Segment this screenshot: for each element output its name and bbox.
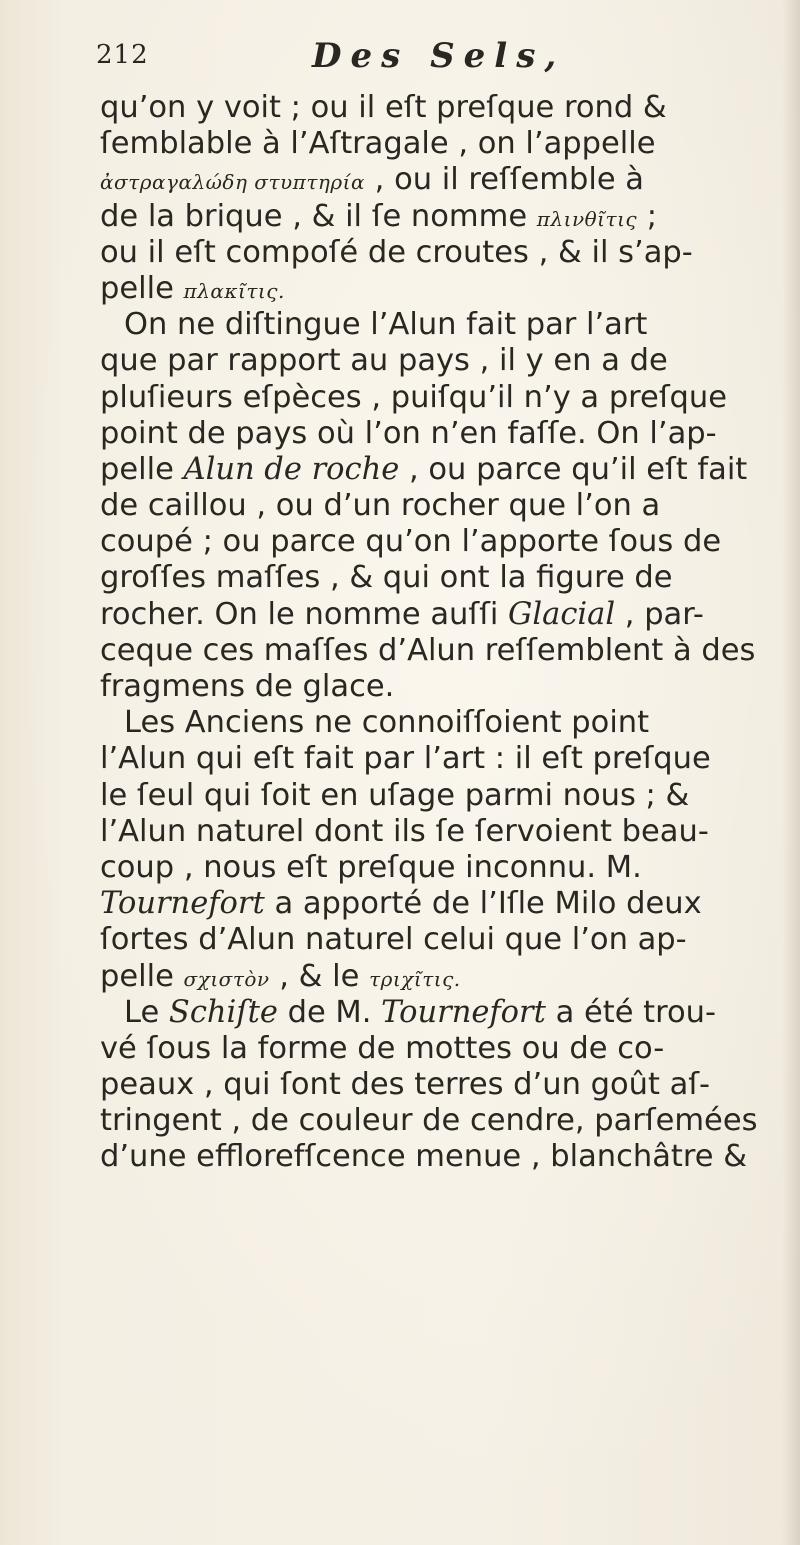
text-line xyxy=(100,1103,790,1139)
text-line xyxy=(100,162,790,198)
running-title: Des Sels, xyxy=(312,36,566,76)
italic-term: Tournefort xyxy=(381,994,546,1030)
text-segment: Les Anciens ne connoiſſoient point xyxy=(124,705,650,741)
text-line xyxy=(100,814,790,850)
text-segment: pelle xyxy=(100,958,184,994)
text-segment: , ou il reſſemble à xyxy=(364,162,644,198)
text-segment: ceque ces maſſes d’Alun reſſemblent à des xyxy=(100,632,756,668)
text-segment: coup , nous eſt preſque inconnu. M. xyxy=(100,849,642,885)
text-line xyxy=(100,90,790,126)
greek-term: ἀστραγαλώδη στυπτηρία xyxy=(100,170,365,195)
greek-term: πλακῖτις. xyxy=(183,278,285,303)
text-segment: peaux , qui ſont des terres d’un goût aſ- xyxy=(100,1067,711,1103)
italic-term: Tournefort xyxy=(100,886,265,922)
text-segment: , & le xyxy=(269,958,370,994)
italic-term: Glacial xyxy=(508,596,616,632)
text-line xyxy=(100,1067,790,1103)
text-segment: On ne diſtingue l’Alun fait par l’art xyxy=(124,307,648,343)
greek-term: σχιστὸν xyxy=(183,966,270,991)
text-line xyxy=(100,850,790,886)
text-segment: pelle xyxy=(100,451,184,487)
text-segment: ſortes d’Alun naturel celui que l’on ap- xyxy=(100,922,687,958)
text-segment: de M. xyxy=(277,994,382,1030)
text-segment: de la brique , & il ſe nomme xyxy=(100,198,537,234)
text-line xyxy=(100,705,790,741)
text-segment: qu’on y voit ; ou il eſt preſque rond & xyxy=(100,90,667,125)
text-segment: ; xyxy=(637,198,658,234)
greek-term: πλινθῖτις xyxy=(536,206,638,231)
text-line xyxy=(100,669,790,705)
text-segment: de caillou , ou d’un rocher que l’on a xyxy=(100,488,661,524)
text-line xyxy=(100,959,790,995)
text-segment: point de pays où l’on n’en faſſe. On l’ap- xyxy=(100,415,717,451)
text-line xyxy=(100,380,790,416)
body-text xyxy=(100,90,790,1176)
text-line xyxy=(100,741,790,777)
text-line xyxy=(100,597,790,633)
text-segment: que par rapport au pays , il y en a de xyxy=(100,343,668,379)
text-segment: fragmens de glace. xyxy=(100,669,395,704)
text-segment: Le xyxy=(124,994,169,1030)
text-line xyxy=(100,886,790,922)
text-line xyxy=(100,633,790,669)
text-line xyxy=(100,560,790,596)
italic-term: Alun de roche xyxy=(183,451,400,487)
text-line xyxy=(100,271,790,307)
text-line xyxy=(100,524,790,560)
text-line xyxy=(100,416,790,452)
text-segment: tringent , de couleur de cendre, parſemées xyxy=(100,1103,758,1139)
text-segment: ſemblable à l’Aſtragale , on l’appelle xyxy=(100,126,656,162)
text-segment: pelle xyxy=(100,270,184,306)
text-segment: a apporté de l’Iſle Milo deux xyxy=(264,886,702,922)
italic-term: Schiſte xyxy=(168,994,278,1030)
text-segment: a été trou- xyxy=(545,994,716,1030)
text-line xyxy=(100,1031,790,1067)
text-segment: l’Alun qui eſt fait par l’art : il eſt preſque xyxy=(100,741,711,777)
running-head xyxy=(96,36,616,84)
text-line xyxy=(100,235,790,271)
text-segment: rocher. On le nomme auſſi xyxy=(100,596,509,632)
text-segment: l’Alun naturel dont ils ſe ſervoient beau- xyxy=(100,813,709,849)
text-segment: vé ſous la forme de mottes ou de co- xyxy=(100,1030,665,1066)
text-segment: d’une efflorefſcence menue , blanchâtre & xyxy=(100,1139,747,1175)
text-segment: , par- xyxy=(615,596,704,632)
text-line xyxy=(100,307,790,343)
greek-term: τριχῖτις. xyxy=(369,966,461,991)
text-segment: , ou parce qu’il eſt fait xyxy=(399,451,748,487)
text-line xyxy=(100,995,790,1031)
text-segment: coupé ; ou parce qu’on l’apporte ſous de xyxy=(100,524,722,560)
text-segment: pluſieurs eſpèces , puiſqu’il n’y a preſque xyxy=(100,379,728,415)
text-segment: le ſeul qui ſoit en uſage parmi nous ; & xyxy=(100,777,690,813)
text-line xyxy=(100,778,790,814)
text-line xyxy=(100,1139,790,1175)
text-segment: groſſes maſſes , & qui ont la figure de xyxy=(100,560,673,596)
text-line xyxy=(100,343,790,379)
text-segment: ou il eſt compoſé de croutes , & il s’ap- xyxy=(100,234,693,270)
text-line xyxy=(100,126,790,162)
text-line xyxy=(100,452,790,488)
text-line xyxy=(100,199,790,235)
text-line xyxy=(100,922,790,958)
text-line xyxy=(100,488,790,524)
page-number: 212 xyxy=(96,40,149,70)
